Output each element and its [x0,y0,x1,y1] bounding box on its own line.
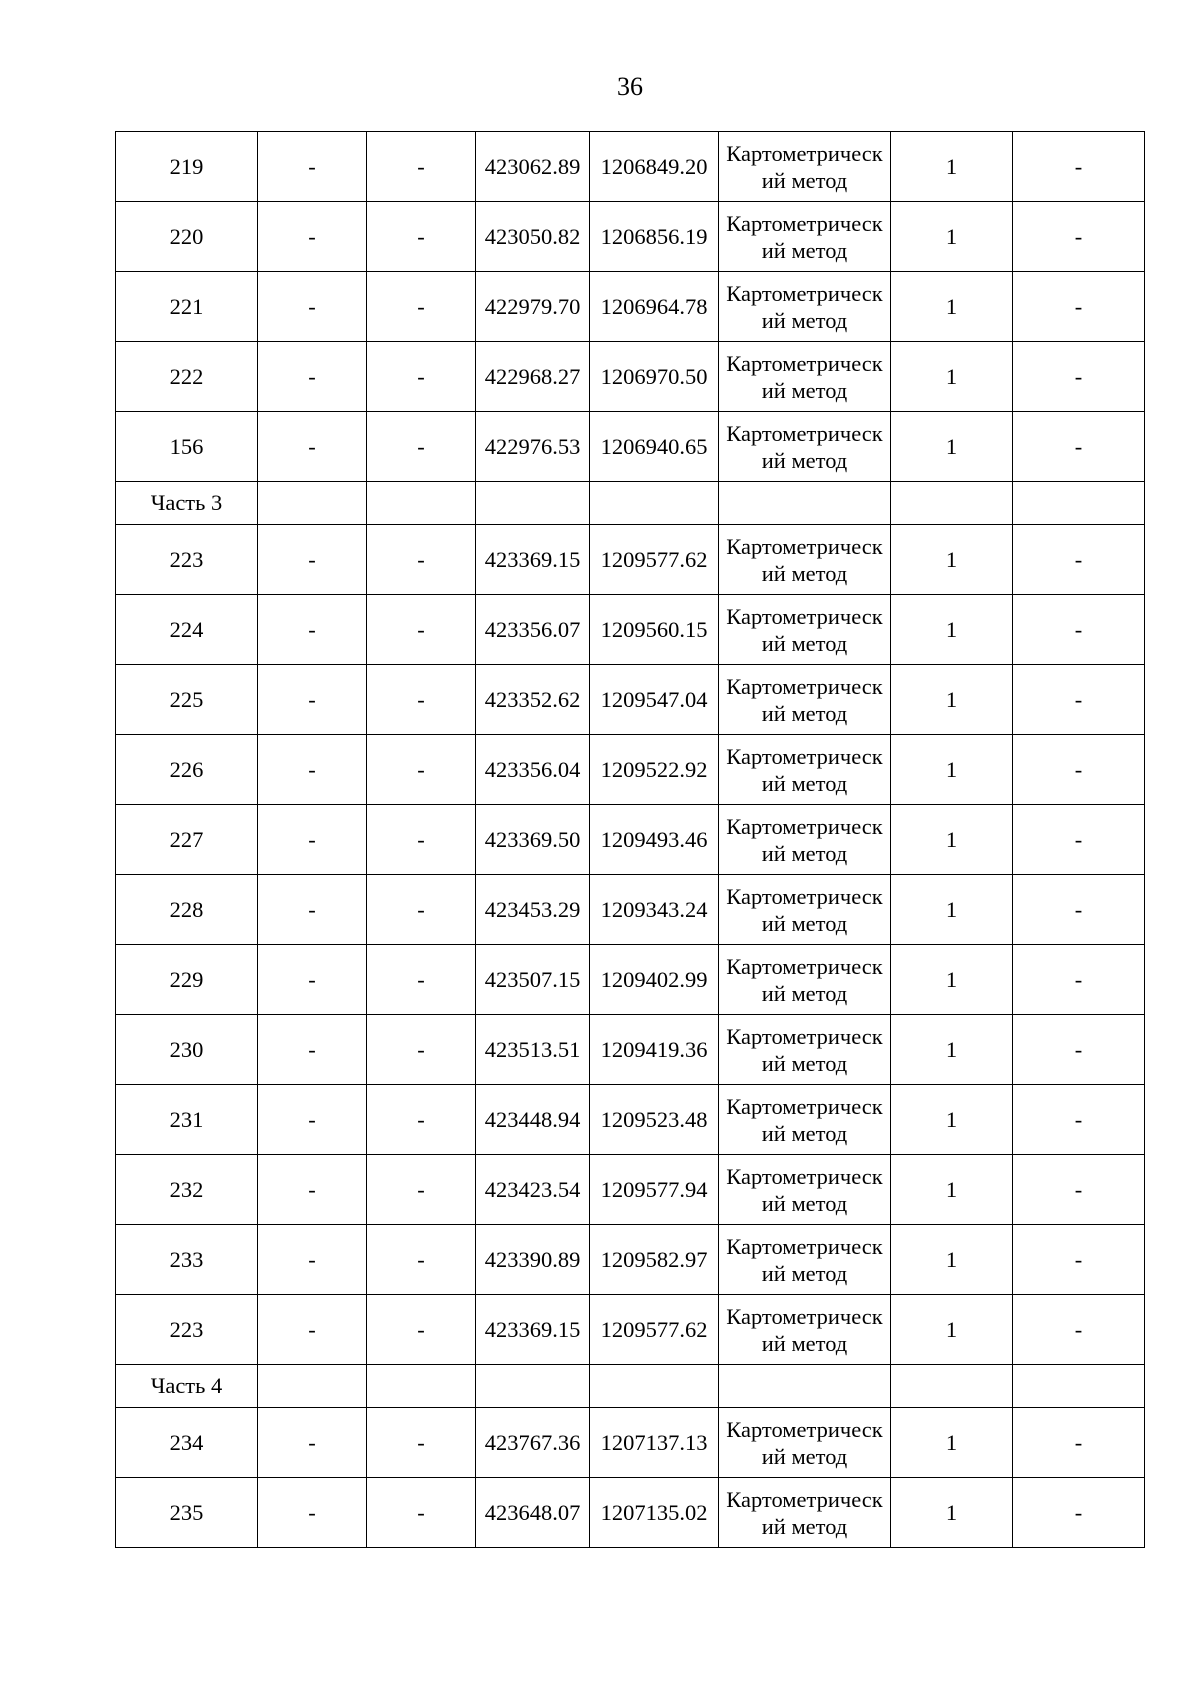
dash-cell: - [367,202,476,272]
dash-cell: - [367,1478,476,1548]
y-coordinate-cell: 1209522.92 [590,735,719,805]
dash-cell: - [258,1155,367,1225]
y-coordinate-cell: 1209577.62 [590,525,719,595]
y-coordinate-cell: 1206856.19 [590,202,719,272]
dash-cell: - [1013,1408,1145,1478]
method-line-1: Картометрическ [726,1303,883,1329]
method-line-2: ий метод [761,560,848,586]
method-line-2: ий метод [761,840,848,866]
dash-cell: - [367,735,476,805]
method-cell [719,272,891,342]
x-coordinate-cell: 423369.50 [476,805,590,875]
point-number-cell: 231 [116,1085,258,1155]
y-coordinate-cell: 1209560.15 [590,595,719,665]
dash-cell: - [1013,805,1145,875]
table-row [116,1155,1145,1225]
y-coordinate-cell: 1206964.78 [590,272,719,342]
method-line-1: Картометрическ [726,673,883,699]
method-line-1: Картометрическ [726,603,883,629]
accuracy-cell: 1 [891,945,1013,1015]
x-coordinate-cell: 423356.07 [476,595,590,665]
dash-cell: - [258,1225,367,1295]
x-coordinate-cell: 423507.15 [476,945,590,1015]
dash-cell: - [258,132,367,202]
dash-cell: - [1013,1478,1145,1548]
method-line-1: Картометрическ [726,813,883,839]
section-label: Часть 4 [116,1365,258,1408]
method-cell [719,665,891,735]
method-line-1: Картометрическ [726,1233,883,1259]
accuracy-cell: 1 [891,1155,1013,1225]
method-line-2: ий метод [761,1513,848,1539]
dash-cell: - [258,1478,367,1548]
point-number-cell: 222 [116,342,258,412]
dash-cell: - [1013,945,1145,1015]
dash-cell: - [258,945,367,1015]
table-row [116,525,1145,595]
method-line-2: ий метод [761,1260,848,1286]
method-line-1: Картометрическ [726,1023,883,1049]
empty-cell [719,482,891,525]
method-line-1: Картометрическ [726,140,883,166]
accuracy-cell: 1 [891,665,1013,735]
point-number-cell: 228 [116,875,258,945]
section-label: Часть 3 [116,482,258,525]
y-coordinate-cell: 1209582.97 [590,1225,719,1295]
table-row [116,1225,1145,1295]
dash-cell: - [367,875,476,945]
accuracy-cell: 1 [891,132,1013,202]
method-line-2: ий метод [761,237,848,263]
method-line-2: ий метод [761,377,848,403]
y-coordinate-cell: 1209419.36 [590,1015,719,1085]
x-coordinate-cell: 422976.53 [476,412,590,482]
section-header-row [116,1365,1145,1408]
dash-cell: - [258,1085,367,1155]
dash-cell: - [1013,1155,1145,1225]
x-coordinate-cell: 422968.27 [476,342,590,412]
x-coordinate-cell: 423423.54 [476,1155,590,1225]
dash-cell: - [367,1295,476,1365]
y-coordinate-cell: 1209343.24 [590,875,719,945]
x-coordinate-cell: 423050.82 [476,202,590,272]
method-cell [719,595,891,665]
point-number-cell: 232 [116,1155,258,1225]
method-line-1: Картометрическ [726,883,883,909]
point-number-cell: 235 [116,1478,258,1548]
table-row [116,1408,1145,1478]
dash-cell: - [367,1155,476,1225]
method-cell [719,525,891,595]
table-body [116,132,1145,1548]
accuracy-cell: 1 [891,1408,1013,1478]
dash-cell: - [1013,1225,1145,1295]
dash-cell: - [1013,342,1145,412]
method-line-2: ий метод [761,1050,848,1076]
empty-cell [367,1365,476,1408]
dash-cell: - [258,735,367,805]
accuracy-cell: 1 [891,1295,1013,1365]
dash-cell: - [1013,1015,1145,1085]
point-number-cell: 219 [116,132,258,202]
accuracy-cell: 1 [891,1015,1013,1085]
dash-cell: - [367,945,476,1015]
method-cell [719,1085,891,1155]
method-cell [719,1015,891,1085]
method-line-2: ий метод [761,167,848,193]
method-line-2: ий метод [761,770,848,796]
dash-cell: - [1013,272,1145,342]
section-header-row [116,482,1145,525]
table-row [116,132,1145,202]
dash-cell: - [1013,412,1145,482]
table-row [116,412,1145,482]
method-line-2: ий метод [761,910,848,936]
accuracy-cell: 1 [891,272,1013,342]
method-cell [719,945,891,1015]
dash-cell: - [258,1408,367,1478]
accuracy-cell: 1 [891,1225,1013,1295]
y-coordinate-cell: 1207137.13 [590,1408,719,1478]
empty-cell [1013,482,1145,525]
method-line-2: ий метод [761,1190,848,1216]
point-number-cell: 233 [116,1225,258,1295]
method-line-1: Картометрическ [726,1416,883,1442]
dash-cell: - [1013,525,1145,595]
y-coordinate-cell: 1209577.94 [590,1155,719,1225]
table-row [116,342,1145,412]
page-number: 36 [617,72,643,101]
point-number-cell: 223 [116,1295,258,1365]
dash-cell: - [367,132,476,202]
point-number-cell: 156 [116,412,258,482]
dash-cell: - [367,595,476,665]
empty-cell [590,1365,719,1408]
accuracy-cell: 1 [891,875,1013,945]
table-row [116,875,1145,945]
point-number-cell: 224 [116,595,258,665]
point-number-cell: 229 [116,945,258,1015]
method-cell [719,1225,891,1295]
point-number-cell: 234 [116,1408,258,1478]
method-cell [719,342,891,412]
method-line-1: Картометрическ [726,350,883,376]
empty-cell [258,482,367,525]
dash-cell: - [367,1015,476,1085]
method-line-1: Картометрическ [726,533,883,559]
y-coordinate-cell: 1209493.46 [590,805,719,875]
empty-cell [891,482,1013,525]
method-line-1: Картометрическ [726,1093,883,1119]
dash-cell: - [367,805,476,875]
point-number-cell: 223 [116,525,258,595]
dash-cell: - [258,875,367,945]
method-cell [719,412,891,482]
point-number-cell: 230 [116,1015,258,1085]
table-row [116,665,1145,735]
x-coordinate-cell: 423369.15 [476,1295,590,1365]
point-number-cell: 225 [116,665,258,735]
method-line-1: Картометрическ [726,953,883,979]
method-cell [719,1295,891,1365]
empty-cell [590,482,719,525]
method-line-2: ий метод [761,700,848,726]
method-line-1: Картометрическ [726,420,883,446]
dash-cell: - [367,1225,476,1295]
method-line-1: Картометрическ [726,1163,883,1189]
dash-cell: - [258,202,367,272]
method-cell [719,735,891,805]
dash-cell: - [1013,665,1145,735]
method-line-2: ий метод [761,980,848,1006]
dash-cell: - [258,1015,367,1085]
method-line-2: ий метод [761,1443,848,1469]
dash-cell: - [367,1408,476,1478]
method-line-2: ий метод [761,307,848,333]
x-coordinate-cell: 423352.62 [476,665,590,735]
empty-cell [1013,1365,1145,1408]
x-coordinate-cell: 423062.89 [476,132,590,202]
accuracy-cell: 1 [891,412,1013,482]
x-coordinate-cell: 423356.04 [476,735,590,805]
method-line-1: Картометрическ [726,210,883,236]
accuracy-cell: 1 [891,1085,1013,1155]
method-cell [719,875,891,945]
method-line-1: Картометрическ [726,280,883,306]
dash-cell: - [367,1085,476,1155]
method-cell [719,1155,891,1225]
method-line-2: ий метод [761,630,848,656]
point-number-cell: 226 [116,735,258,805]
accuracy-cell: 1 [891,202,1013,272]
dash-cell: - [258,412,367,482]
dash-cell: - [367,272,476,342]
dash-cell: - [258,595,367,665]
x-coordinate-cell: 423767.36 [476,1408,590,1478]
accuracy-cell: 1 [891,595,1013,665]
table-row [116,1015,1145,1085]
dash-cell: - [1013,1295,1145,1365]
method-cell [719,805,891,875]
table-row [116,945,1145,1015]
point-number-cell: 220 [116,202,258,272]
x-coordinate-cell: 423390.89 [476,1225,590,1295]
dash-cell: - [258,1295,367,1365]
x-coordinate-cell: 422979.70 [476,272,590,342]
dash-cell: - [367,342,476,412]
empty-cell [476,482,590,525]
method-cell [719,1478,891,1548]
table-row [116,1478,1145,1548]
y-coordinate-cell: 1209523.48 [590,1085,719,1155]
dash-cell: - [367,525,476,595]
accuracy-cell: 1 [891,1478,1013,1548]
x-coordinate-cell: 423453.29 [476,875,590,945]
method-line-1: Картометрическ [726,743,883,769]
table-row [116,202,1145,272]
table-row [116,272,1145,342]
dash-cell: - [1013,1085,1145,1155]
method-line-1: Картометрическ [726,1486,883,1512]
dash-cell: - [258,665,367,735]
table-row [116,1085,1145,1155]
dash-cell: - [258,342,367,412]
dash-cell: - [258,805,367,875]
dash-cell: - [258,525,367,595]
point-number-cell: 227 [116,805,258,875]
x-coordinate-cell: 423513.51 [476,1015,590,1085]
dash-cell: - [258,272,367,342]
table-row [116,1295,1145,1365]
y-coordinate-cell: 1206970.50 [590,342,719,412]
x-coordinate-cell: 423648.07 [476,1478,590,1548]
method-cell [719,1408,891,1478]
method-line-2: ий метод [761,1120,848,1146]
y-coordinate-cell: 1207135.02 [590,1478,719,1548]
x-coordinate-cell: 423448.94 [476,1085,590,1155]
x-coordinate-cell: 423369.15 [476,525,590,595]
method-line-2: ий метод [761,1330,848,1356]
dash-cell: - [1013,132,1145,202]
empty-cell [367,482,476,525]
dash-cell: - [1013,875,1145,945]
accuracy-cell: 1 [891,735,1013,805]
y-coordinate-cell: 1209402.99 [590,945,719,1015]
point-number-cell: 221 [116,272,258,342]
table-row [116,595,1145,665]
method-cell [719,202,891,272]
y-coordinate-cell: 1209577.62 [590,1295,719,1365]
y-coordinate-cell: 1206940.65 [590,412,719,482]
accuracy-cell: 1 [891,342,1013,412]
empty-cell [258,1365,367,1408]
y-coordinate-cell: 1209547.04 [590,665,719,735]
accuracy-cell: 1 [891,525,1013,595]
dash-cell: - [367,665,476,735]
accuracy-cell: 1 [891,805,1013,875]
dash-cell: - [1013,595,1145,665]
table-row [116,735,1145,805]
empty-cell [719,1365,891,1408]
dash-cell: - [1013,735,1145,805]
coordinates-table [115,131,1145,1548]
dash-cell: - [1013,202,1145,272]
method-cell [719,132,891,202]
empty-cell [891,1365,1013,1408]
y-coordinate-cell: 1206849.20 [590,132,719,202]
table-row [116,805,1145,875]
dash-cell: - [367,412,476,482]
method-line-2: ий метод [761,447,848,473]
empty-cell [476,1365,590,1408]
